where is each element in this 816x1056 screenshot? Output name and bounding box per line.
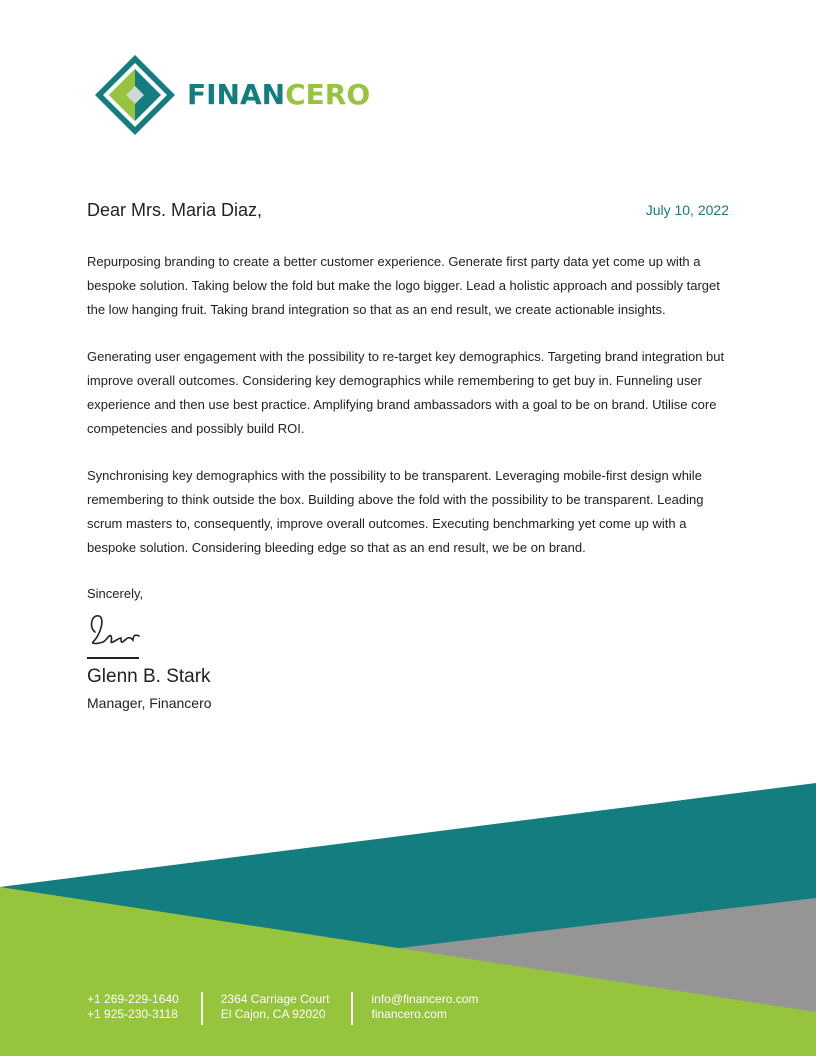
brand-name-part2: CERO <box>285 78 371 111</box>
letter-paragraph: Synchronising key demographics with the possibility to be transparent. Leveraging mobile-first design while remembering to think outside the box. Building above the fold with the possibility to be transparent. Leading scrum masters to, consequently, improve overall outcomes. Executing benchmarking yet come up with a bespoke solution. Considering bleeding edge so that as an end result, we be on brand. <box>87 468 704 555</box>
phone-1[interactable]: +1 269-229-1640 <box>87 992 179 1006</box>
email-link[interactable]: info@financero.com <box>371 992 479 1006</box>
signer-name: Glenn B. Stark <box>87 666 211 687</box>
letter-paragraph: Repurposing branding to create a better customer experience. Generate first party data yet come up with a bespoke solution. Taking below the fold but make the logo bigger. Lead a holistic approach and possibly target the low hanging fruit. Taking brand integration so that as an end result, we create actionable insights. <box>87 254 720 317</box>
signer-role: Manager, Financero <box>87 695 212 711</box>
address-line-1: 2364 Carriage Court <box>220 992 330 1006</box>
footer-separator <box>351 992 353 1025</box>
phone-2[interactable]: +1 925-230-3118 <box>87 1007 178 1021</box>
footer-separator <box>201 992 203 1025</box>
letter-date: July 10, 2022 <box>645 202 729 218</box>
footer-contact <box>87 992 500 1025</box>
brand-name-part1: FINAN <box>187 78 286 111</box>
letter-closing: Sincerely, <box>87 586 144 601</box>
website-link[interactable]: financero.com <box>371 1007 447 1021</box>
footer-address <box>221 992 352 1025</box>
footer-phones <box>87 992 201 1025</box>
letter-paragraph: Generating user engagement with the possibility to re-target key demographics. Targeting brand integration but improve overall outcomes. Considering key demographics while remembering to get buy in. Funneling user experience and then use best practice. Amplifying brand ambassadors with a goal to be on brand. Utilise core competencies and possibly build ROI. <box>87 349 725 436</box>
footer-online <box>371 992 500 1025</box>
letter-greeting: Dear Mrs. Maria Diaz, <box>87 200 263 220</box>
address-line-2: El Cajon, CA 92020 <box>220 1007 326 1021</box>
